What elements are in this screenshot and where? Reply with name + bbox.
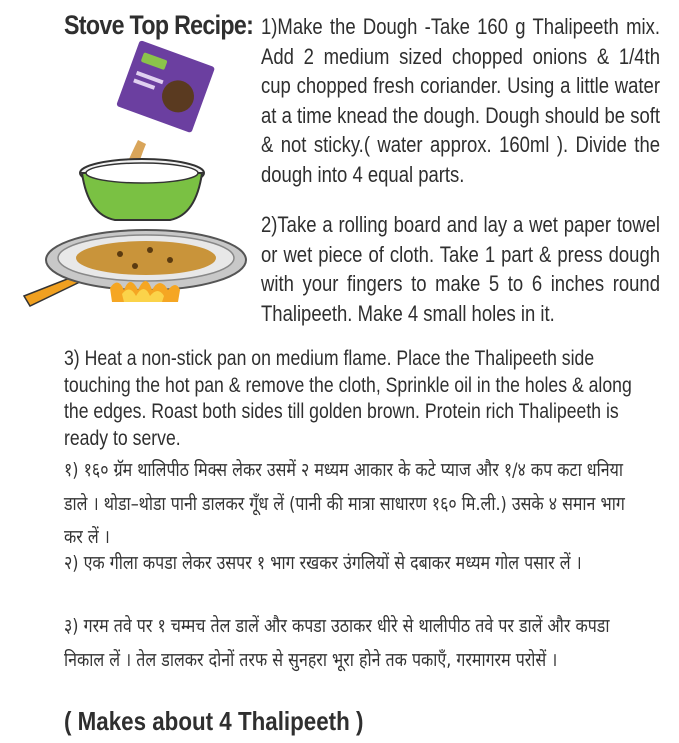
hindi-step-2-text: २) एक गीला कपडा लेकर उसपर १ भाग रखकर उंगलियों से दबाकर मध्यम गोल पसार लें । [64, 552, 582, 574]
step-1-text: 1)Make the Dough -Take 160 g Thalipeeth mix. Add 2 medium sized chopped onions & 1/4th cup chopped fresh coriander. Using a little water at a time knead the dough. Dough should be soft & not sticky.( water approx. 160ml ). Divide the dough into 4 equal parts. [261, 14, 660, 187]
recipe-title: Stove Top Recipe: [64, 10, 254, 40]
cooking-illustration [0, 40, 260, 330]
mixing-bowl-icon [80, 159, 204, 220]
step-2-text: 2)Take a rolling board and lay a wet paper towel or wet piece of cloth. Take 1 part & press dough with your fingers to make 5 to 6 inches round Thalipeeth. Make 4 small holes in it. [261, 212, 660, 326]
hindi-step-1-text: १) १६० ग्रॅम थालिपीठ मिक्स लेकर उसमें २ मध्यम आकार के कटे प्याज और १/४ कप कटा धनिया डाले । थोडा–थोडा पानी डालकर गूँध लें (पानी की मात्रा साधारण १६० मि.ली.) उसके ४ समान भाग कर लें । [64, 459, 625, 548]
mix-packet-icon [116, 40, 215, 133]
hindi-step-3-text: ३) गरम तवे पर १ चम्मच तेल डालें और कपडा उठाकर धीरे से थालीपीठ तवे पर डालें और कपडा निकाल लें । तेल डालकर दोनों तरफ से सुनहरा भूरा होने तक पकाएँ, गरमागरम परोसें । [64, 615, 610, 671]
yield-note: ( Makes about 4 Thalipeeth ) [64, 706, 364, 736]
step-3-text: 3) Heat a non-stick pan on medium flame. Place the Thalipeeth side touching the hot pan & remove the cloth, Sprinkle oil in the holes & along the edges. Roast both sides till golden brown. Protein rich Thalipeeth is ready to serve. [64, 347, 632, 450]
